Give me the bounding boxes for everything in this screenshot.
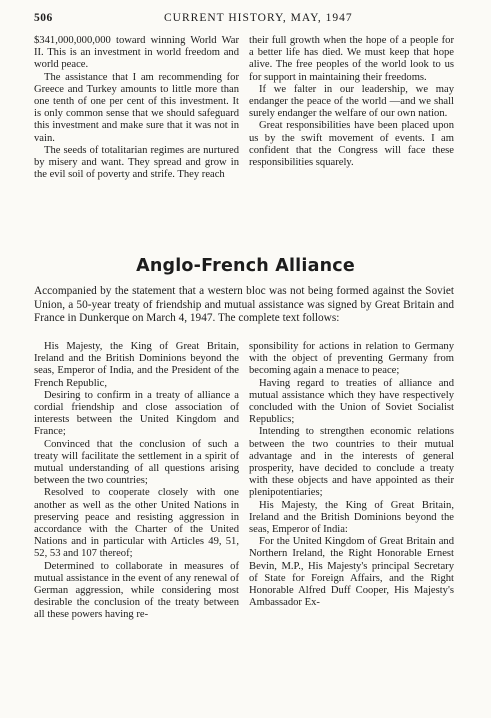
paragraph: His Majesty, the King of Great Britain, Ireland and the British Dominions beyond the seas, Emperor of India: [249,499,454,536]
paragraph: Determined to collaborate in measures of mutual assistance in the event of any renewal of German aggression, while considering most desirable the conclusion of the treaty between all these powers having re- [34,560,239,621]
paragraph: His Majesty, the King of Great Britain, Ireland and the British Dominions beyond the seas, Emperor of India, and the President of the French Republic, [34,341,239,389]
paragraph: $341,000,000,000 toward winning World War II. This is an investment in world freedom and world peace. [34,35,239,71]
paragraph: Desiring to confirm in a treaty of alliance a cordial friendship and close association of interests between the United Kingdom and France; [34,389,239,438]
paragraph: Having regard to treaties of alliance and mutual assistance which they have respectively concluded with the Union of Soviet Socialist Republics; [249,377,454,426]
paragraph: Great responsibilities have been placed upon us by the swift movement of events. I am confident that the Congress will face these responsibilities squarely. [249,120,454,169]
top-right-column [249,35,454,169]
paragraph: The assistance that I am recommending for Greece and Turkey amounts to little more than one tenth of one per cent of this investment. It is only common sense that we should safeguard this investment and make sure that it was not in vain. [34,71,239,144]
paragraph: their full growth when the hope of a people for a better life has died. We must keep that hope alive. The free peoples of the world look to us for support in maintaining their freedoms. [249,35,454,83]
page-number: 506 [34,12,53,24]
bottom-right-column [249,341,454,609]
paragraph: The seeds of totalitarian regimes are nurtured by misery and want. They spread and grow in the evil soil of poverty and strife. They reach [34,144,239,181]
paragraph: Resolved to cooperate closely with one another as well as the other United Nations in preserving peace and resisting aggression in accordance with the Charter of the United Nations and in particular with Articles 49, 51, 52, 53 and 107 thereof; [34,487,239,560]
bottom-left-column [34,341,239,622]
publication-title: CURRENT HISTORY, MAY, 1947 [164,12,353,24]
paragraph: Convinced that the conclusion of such a treaty will facilitate the settlement in a spirit of mutual understanding of all questions arising between the two countries; [34,438,239,487]
top-left-column [34,35,239,181]
article-headline: Anglo-French Alliance [136,256,355,276]
paragraph: Intending to strengthen economic relations between the two countries to their mutual advantage and in the interests of general prosperity, have decided to conclude a treaty with these objects and have appointed as their plenipotentiaries; [249,426,454,499]
running-head [34,12,454,28]
paragraph: sponsibility for actions in relation to Germany with the object of preventing Germany from becoming again a menace to peace; [249,341,454,377]
article-intro: Accompanied by the statement that a western bloc was not being formed against the Soviet Union, a 50-year treaty of friendship and mutual assistance was signed by Great Britain and France in Dunkerque on March 4, 1947. The complete text follows: [34,285,454,324]
paragraph: If we falter in our leadership, we may endanger the peace of the world —and we shall surely endanger the welfare of our own nation. [249,83,454,120]
paragraph: For the United Kingdom of Great Britain and Northern Ireland, the Right Honorable Ernest Bevin, M.P., His Majesty's principal Secretary of State for Foreign Affairs, and the Right Honorable Alfred Duff Cooper, His Majesty's Ambassador Ex- [249,536,454,609]
